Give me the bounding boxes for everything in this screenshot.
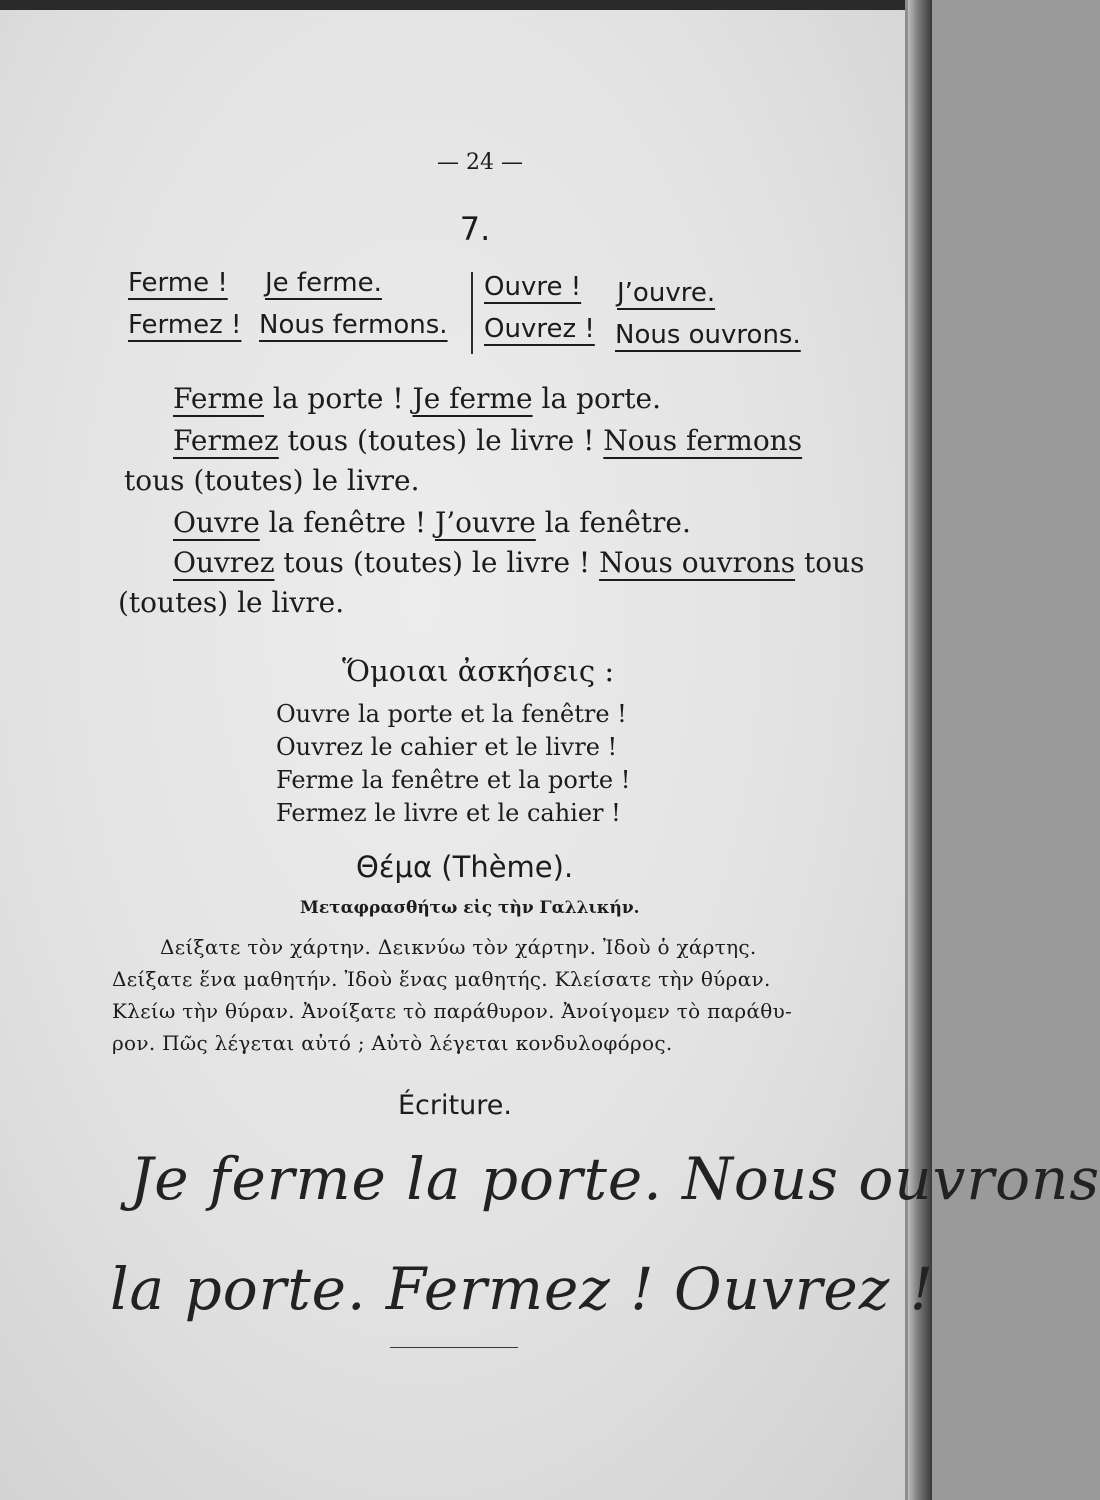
exercise-item: Ferme la fenêtre et la porte ! — [276, 766, 631, 794]
exercise-item: Ouvrez le cahier et le livre ! — [276, 733, 618, 761]
scan-top-edge — [0, 0, 932, 10]
exercise-item: Ouvre la porte et la fenêtre ! — [276, 700, 627, 728]
sentence-3: Ouvre la fenêtre ! J’ouvre la fenêtre. — [173, 506, 691, 539]
conj-imperative-singular-ouvre: Ouvre ! — [484, 272, 582, 302]
greek-line: Δείξατε ἕνα μαθητήν. Ἰδοὺ ἕνας μαθητής. Κλείσατε τὴν θύραν. — [112, 967, 771, 991]
conj-indicative-plural-fermons: Nous fermons. — [259, 310, 448, 340]
sentence-1: Ferme la porte ! Je ferme la porte. — [173, 382, 661, 415]
greek-line: ρον. Πῶς λέγεται αὐτό ; Αὐτὸ λέγεται κονδυλοφόρος. — [112, 1031, 673, 1055]
theme-title: Θέμα (Thème). — [356, 850, 574, 884]
sentence-4: Ouvrez tous (toutes) le livre ! Nous ouvrons tous — [173, 546, 865, 579]
greek-line: Κλείω τὴν θύραν. Ἀνοίξατε τὸ παράθυρον. Ἀνοίγομεν τὸ παράθυ- — [112, 999, 793, 1023]
similar-exercises-heading: Ὅμοιαι ἀσκήσεις : — [342, 654, 615, 688]
section-number: 7. — [459, 210, 491, 248]
conj-imperative-plural-fermez: Fermez ! — [128, 310, 242, 340]
exercise-item: Fermez le livre et le cahier ! — [276, 799, 621, 827]
theme-subtitle: Μεταφρασθήτω εἰς τὴν Γαλλικήν. — [300, 898, 640, 918]
conj-indicative-singular-ouvre: J’ouvre. — [617, 278, 716, 308]
sentence-2-continued: tous (toutes) le livre. — [124, 464, 420, 497]
handwriting-line-2: la porte. Fermez ! Ouvrez ! — [110, 1255, 935, 1323]
conj-indicative-plural-ouvrons: Nous ouvrons. — [615, 320, 801, 350]
ecriture-title: Écriture. — [398, 1090, 512, 1121]
conj-imperative-singular-ferme: Ferme ! — [128, 268, 228, 298]
handwriting-line-1: Je ferme la porte. Nous ouvrons — [130, 1145, 1100, 1213]
conj-imperative-plural-ouvrez: Ouvrez ! — [484, 314, 595, 344]
conj-indicative-singular-ferme: Je ferme. — [265, 268, 382, 298]
closing-rule — [390, 1347, 518, 1348]
conjugation-divider — [471, 272, 473, 354]
greek-line: Δείξατε τὸν χάρτην. Δεικνύω τὸν χάρτην. Ἰδοὺ ὁ χάρτης. — [160, 935, 757, 959]
page-number: — 24 — — [437, 150, 523, 175]
sentence-4-continued: (toutes) le livre. — [118, 586, 345, 619]
sentence-2: Fermez tous (toutes) le livre ! Nous fermons — [173, 424, 803, 457]
